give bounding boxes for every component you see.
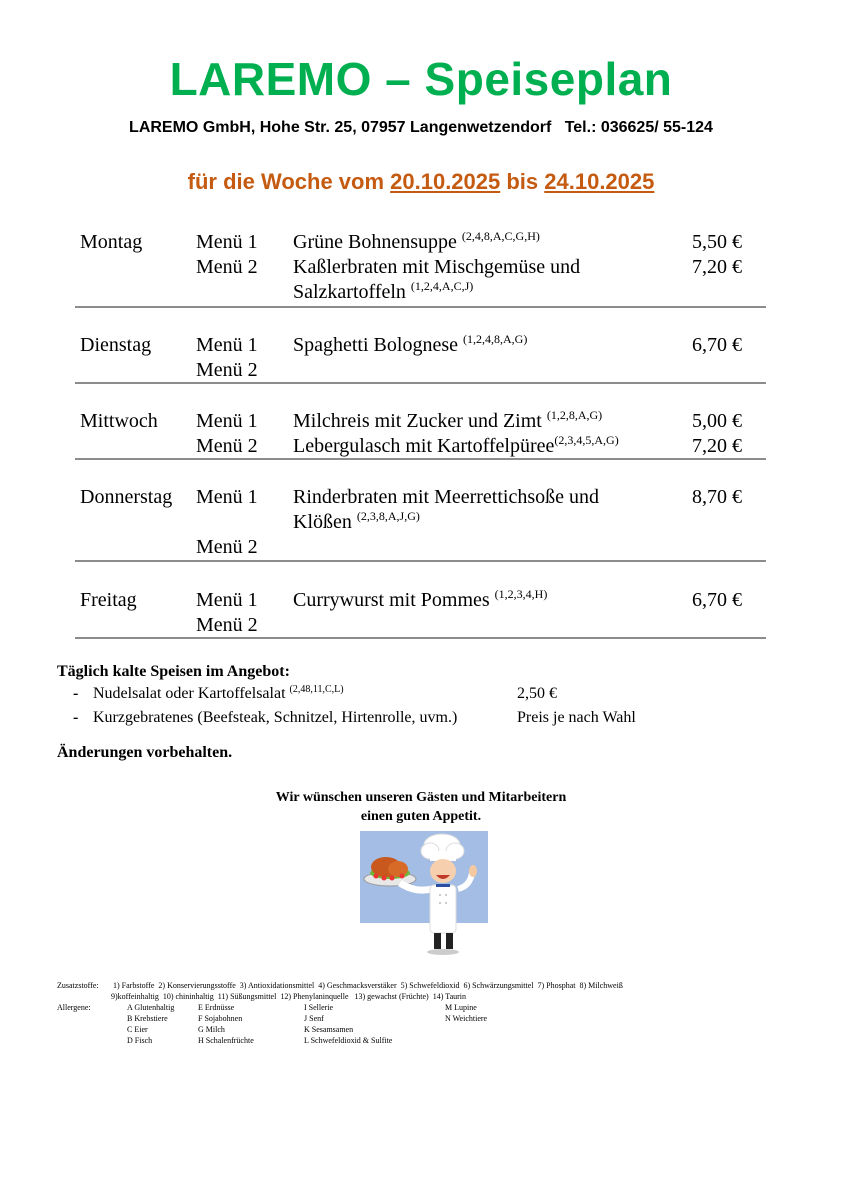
menu-row bbox=[75, 535, 766, 560]
day-block-donnerstag bbox=[75, 485, 766, 562]
menu-label: Menü 2 bbox=[196, 359, 258, 381]
menu-row-continued bbox=[75, 280, 766, 305]
changes-note: Änderungen vorbehalten. bbox=[57, 744, 233, 761]
menu-row bbox=[75, 255, 766, 280]
allergen-codes: (2,4,8,A,C,G,H) bbox=[461, 229, 540, 243]
dish bbox=[293, 510, 420, 537]
menu-label: Menü 2 bbox=[196, 435, 258, 457]
date-to: 24.10.2025 bbox=[544, 169, 655, 194]
menu-label: Menü 1 bbox=[196, 334, 258, 356]
allergen: B Krebstiere bbox=[127, 1014, 168, 1023]
allergen-codes: (1,2,3,4,H) bbox=[494, 587, 548, 601]
dish bbox=[293, 434, 619, 461]
cold-dish-name: Nudelsalat oder Kartoffelsalat bbox=[93, 685, 290, 702]
menu-row bbox=[75, 434, 766, 459]
allergen-codes: (1,2,4,8,A,G) bbox=[462, 332, 528, 346]
dish-name: Spaghetti Bolognese bbox=[293, 334, 463, 356]
menu-row bbox=[75, 613, 766, 638]
dish-name: Grüne Bohnensuppe bbox=[293, 231, 462, 253]
menu-row bbox=[75, 358, 766, 383]
cold-dishes-section bbox=[57, 662, 636, 730]
dish bbox=[293, 333, 527, 360]
cold-dish-item bbox=[57, 682, 557, 706]
price: 7,20 € bbox=[692, 256, 742, 278]
allergen: G Milch bbox=[198, 1025, 225, 1034]
allergen: N Weichtiere bbox=[445, 1014, 488, 1023]
allergen: I Sellerie bbox=[304, 1003, 334, 1012]
dish-name: Milchreis mit Zucker und Zimt bbox=[293, 410, 547, 432]
chef-with-roast-chicken-icon bbox=[360, 831, 488, 956]
week-mid: bis bbox=[500, 169, 545, 194]
menu-row bbox=[75, 333, 766, 358]
greeting-line-1: Wir wünschen unseren Gästen und Mitarbeitern bbox=[275, 790, 567, 805]
day-block-montag bbox=[75, 230, 766, 308]
dish-name-cont: Salzkartoffeln bbox=[293, 281, 411, 303]
cold-dish-price: Preis je nach Wahl bbox=[517, 709, 636, 726]
menu-label: Menü 1 bbox=[196, 231, 258, 253]
price: 6,70 € bbox=[692, 589, 742, 611]
menu-label: Menü 2 bbox=[196, 614, 258, 636]
allergen: E Erdnüsse bbox=[198, 1003, 235, 1012]
allergen-codes: (1,2,8,A,G) bbox=[546, 408, 603, 422]
day-name: Freitag bbox=[80, 589, 137, 611]
menu-label: Menü 2 bbox=[196, 536, 258, 558]
day-block-freitag bbox=[75, 588, 766, 639]
day-name: Montag bbox=[80, 231, 143, 253]
price: 5,50 € bbox=[692, 231, 742, 253]
dish-name: Currywurst mit Pommes bbox=[293, 589, 495, 611]
allergen-codes: (2,48,11,C,L) bbox=[289, 684, 344, 695]
allergen: K Sesamsamen bbox=[304, 1025, 354, 1034]
allergen: D Fisch bbox=[127, 1036, 153, 1045]
allergen: H Schalenfrüchte bbox=[198, 1036, 254, 1045]
cold-dish-name: Kurzgebratenes (Beefsteak, Schnitzel, Hirtenrolle, uvm.) bbox=[93, 709, 458, 726]
menu-label: Menü 1 bbox=[196, 589, 258, 611]
allergens-label: Allergene: bbox=[57, 1003, 91, 1012]
day-name: Donnerstag bbox=[80, 486, 173, 508]
additives-list-2: 9)koffeinhaltig 10) chininhaltig 11) Süßungsmittel 12) Phenylaninquelle 13) gewachst (Früchte) 14) Taurin bbox=[111, 992, 466, 1001]
week-prefix: für die Woche vom bbox=[187, 169, 391, 194]
price: 7,20 € bbox=[692, 435, 742, 457]
cold-dishes-heading: Täglich kalte Speisen im Angebot: bbox=[57, 663, 290, 680]
menu-row bbox=[75, 588, 766, 613]
menu-row bbox=[75, 409, 766, 434]
bullet: - bbox=[73, 685, 79, 702]
dish-name: Rinderbraten mit Meerrettichsoße und bbox=[293, 486, 600, 508]
menu-row bbox=[75, 485, 766, 510]
price: 6,70 € bbox=[692, 334, 742, 356]
dish-name: Kaßlerbraten mit Mischgemüse und bbox=[293, 256, 581, 278]
greeting bbox=[0, 788, 842, 826]
cold-dish-price: 2,50 € bbox=[517, 685, 557, 702]
allergen: L Schwefeldioxid & Sulfite bbox=[304, 1036, 393, 1045]
greeting-line-2: einen guten Appetit. bbox=[360, 809, 482, 824]
menu-label: Menü 1 bbox=[196, 410, 258, 432]
week-range bbox=[0, 169, 842, 195]
menu-row bbox=[75, 230, 766, 255]
allergen: A Glutenhaltig bbox=[127, 1003, 175, 1012]
company-address: LAREMO GmbH, Hohe Str. 25, 07957 Langenwetzendorf Tel.: 036625/ 55-124 bbox=[129, 119, 713, 136]
date-from: 20.10.2025 bbox=[390, 169, 501, 194]
cold-dish-text bbox=[93, 682, 344, 708]
additives-label: Zusatzstoffe: bbox=[57, 981, 99, 990]
price: 8,70 € bbox=[692, 486, 742, 508]
allergen-codes: (2,3,8,A,J,G) bbox=[356, 509, 420, 523]
allergen: F Sojabohnen bbox=[198, 1014, 243, 1023]
allergen: J Senf bbox=[304, 1014, 324, 1023]
menu-row-continued bbox=[75, 510, 766, 535]
menu-label: Menü 1 bbox=[196, 486, 258, 508]
allergen: M Lupine bbox=[445, 1003, 477, 1012]
day-name: Mittwoch bbox=[80, 410, 158, 432]
dish bbox=[293, 588, 547, 615]
page-title: LAREMO – Speiseplan bbox=[169, 53, 673, 105]
dish-name: Lebergulasch mit Kartoffelpüree bbox=[293, 435, 555, 457]
dish bbox=[293, 409, 602, 436]
dish bbox=[293, 280, 473, 307]
price: 5,00 € bbox=[692, 410, 742, 432]
bullet: - bbox=[73, 709, 79, 726]
menu-label: Menü 2 bbox=[196, 256, 258, 278]
dish-name-cont: Klößen bbox=[293, 511, 357, 533]
allergen-codes: (1,2,4,A,C,J) bbox=[410, 279, 474, 293]
allergen: C Eier bbox=[127, 1025, 148, 1034]
day-name: Dienstag bbox=[80, 334, 152, 356]
allergen-codes: (2,3,4,5,A,G) bbox=[554, 433, 619, 447]
dish bbox=[293, 230, 540, 257]
day-block-dienstag bbox=[75, 333, 766, 384]
cold-dish-item bbox=[57, 706, 636, 730]
additives-list-1: 1) Farbstoffe 2) Konservierungsstoffe 3) Antioxidationsmittel 4) Geschmacksverstäker 5) Schwefeldioxid 6) Schwärzungsmittel 7) Phosphat 8) Milchweiß bbox=[113, 981, 623, 990]
day-block-mittwoch bbox=[75, 409, 766, 460]
